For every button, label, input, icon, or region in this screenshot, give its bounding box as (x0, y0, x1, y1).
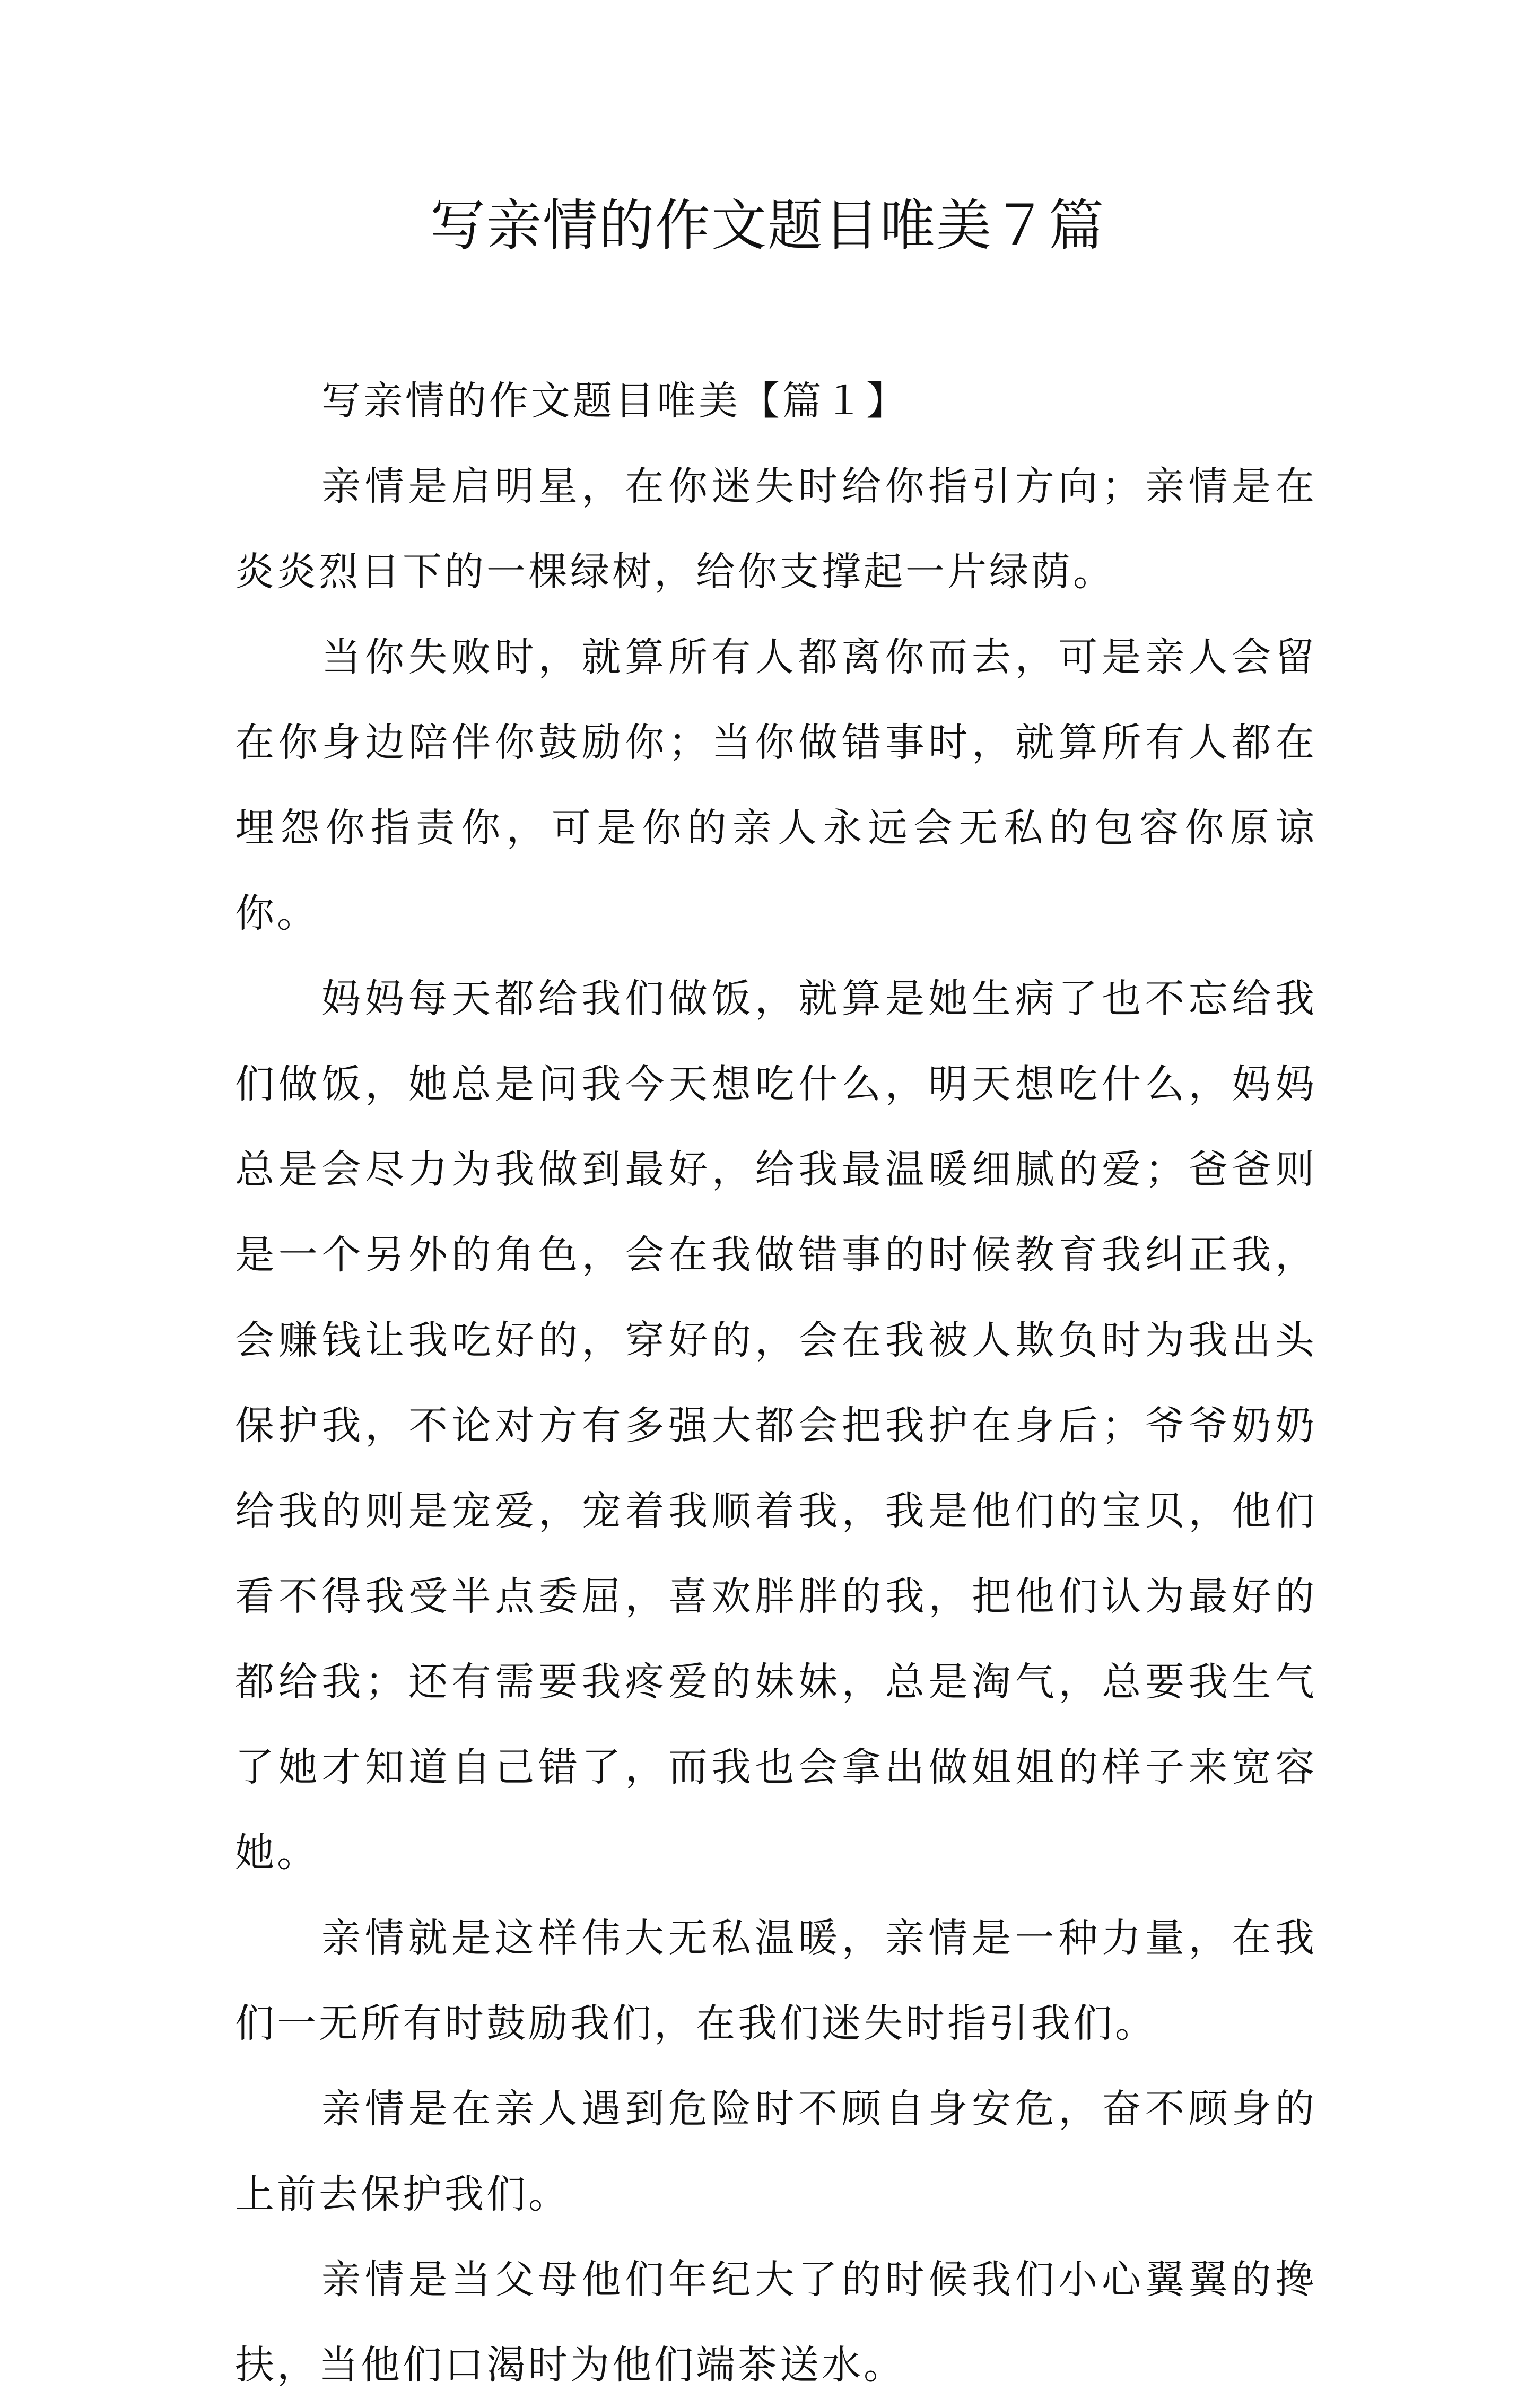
paragraph-3: 妈妈每天都给我们做饭，就算是她生病了也不忘给我们做饭，她总是问我今天想吃什么，明天想吃什么，妈妈总是会尽力为我做到最好，给我最温暖细腻的爱；爸爸则是一个另外的角色，会在我做错事的时候教育我纠正我，会赚钱让我吃好的，穿好的，会在我被人欺负时为我出头保护我，不论对方有多强大都会把我护在身后；爷爷奶奶给我的则是宠爱，宠着我顺着我，我是他们的宝贝，他们看不得我受半点委屈，喜欢胖胖的我，把他们认为最好的都给我；还有需要我疼爱的妹妹，总是淘气，总要我生气了她才知道自己错了，而我也会拿出做姐姐的样子来宽容她。 (235, 976, 1317, 1875)
section-heading: 写亲情的作文题目唯美【篇１】 (321, 378, 908, 424)
paragraph-1: 亲情是启明星，在你迷失时给你指引方向；亲情是在炎炎烈日下的一棵绿树，给你支撑起一片绿荫。 (235, 464, 1317, 595)
document-title: 写亲情的作文题目唯美７篇 (430, 193, 1105, 258)
paragraph-6: 亲情是当父母他们年纪大了的时候我们小心翼翼的搀扶，当他们口渴时为他们端茶送水。 (235, 2257, 1317, 2388)
paragraph-5: 亲情是在亲人遇到危险时不顾自身安危，奋不顾身的上前去保护我们。 (235, 2086, 1317, 2217)
paragraph-4: 亲情就是这样伟大无私温暖，亲情是一种力量，在我们一无所有时鼓励我们，在我们迷失时指引我们。 (235, 1915, 1317, 2046)
paragraph-2: 当你失败时，就算所有人都离你而去，可是亲人会留在你身边陪伴你鼓励你；当你做错事时，就算所有人都在埋怨你指责你，可是你的亲人永远会无私的包容你原谅你。 (235, 634, 1317, 936)
document-body (235, 359, 1317, 2408)
